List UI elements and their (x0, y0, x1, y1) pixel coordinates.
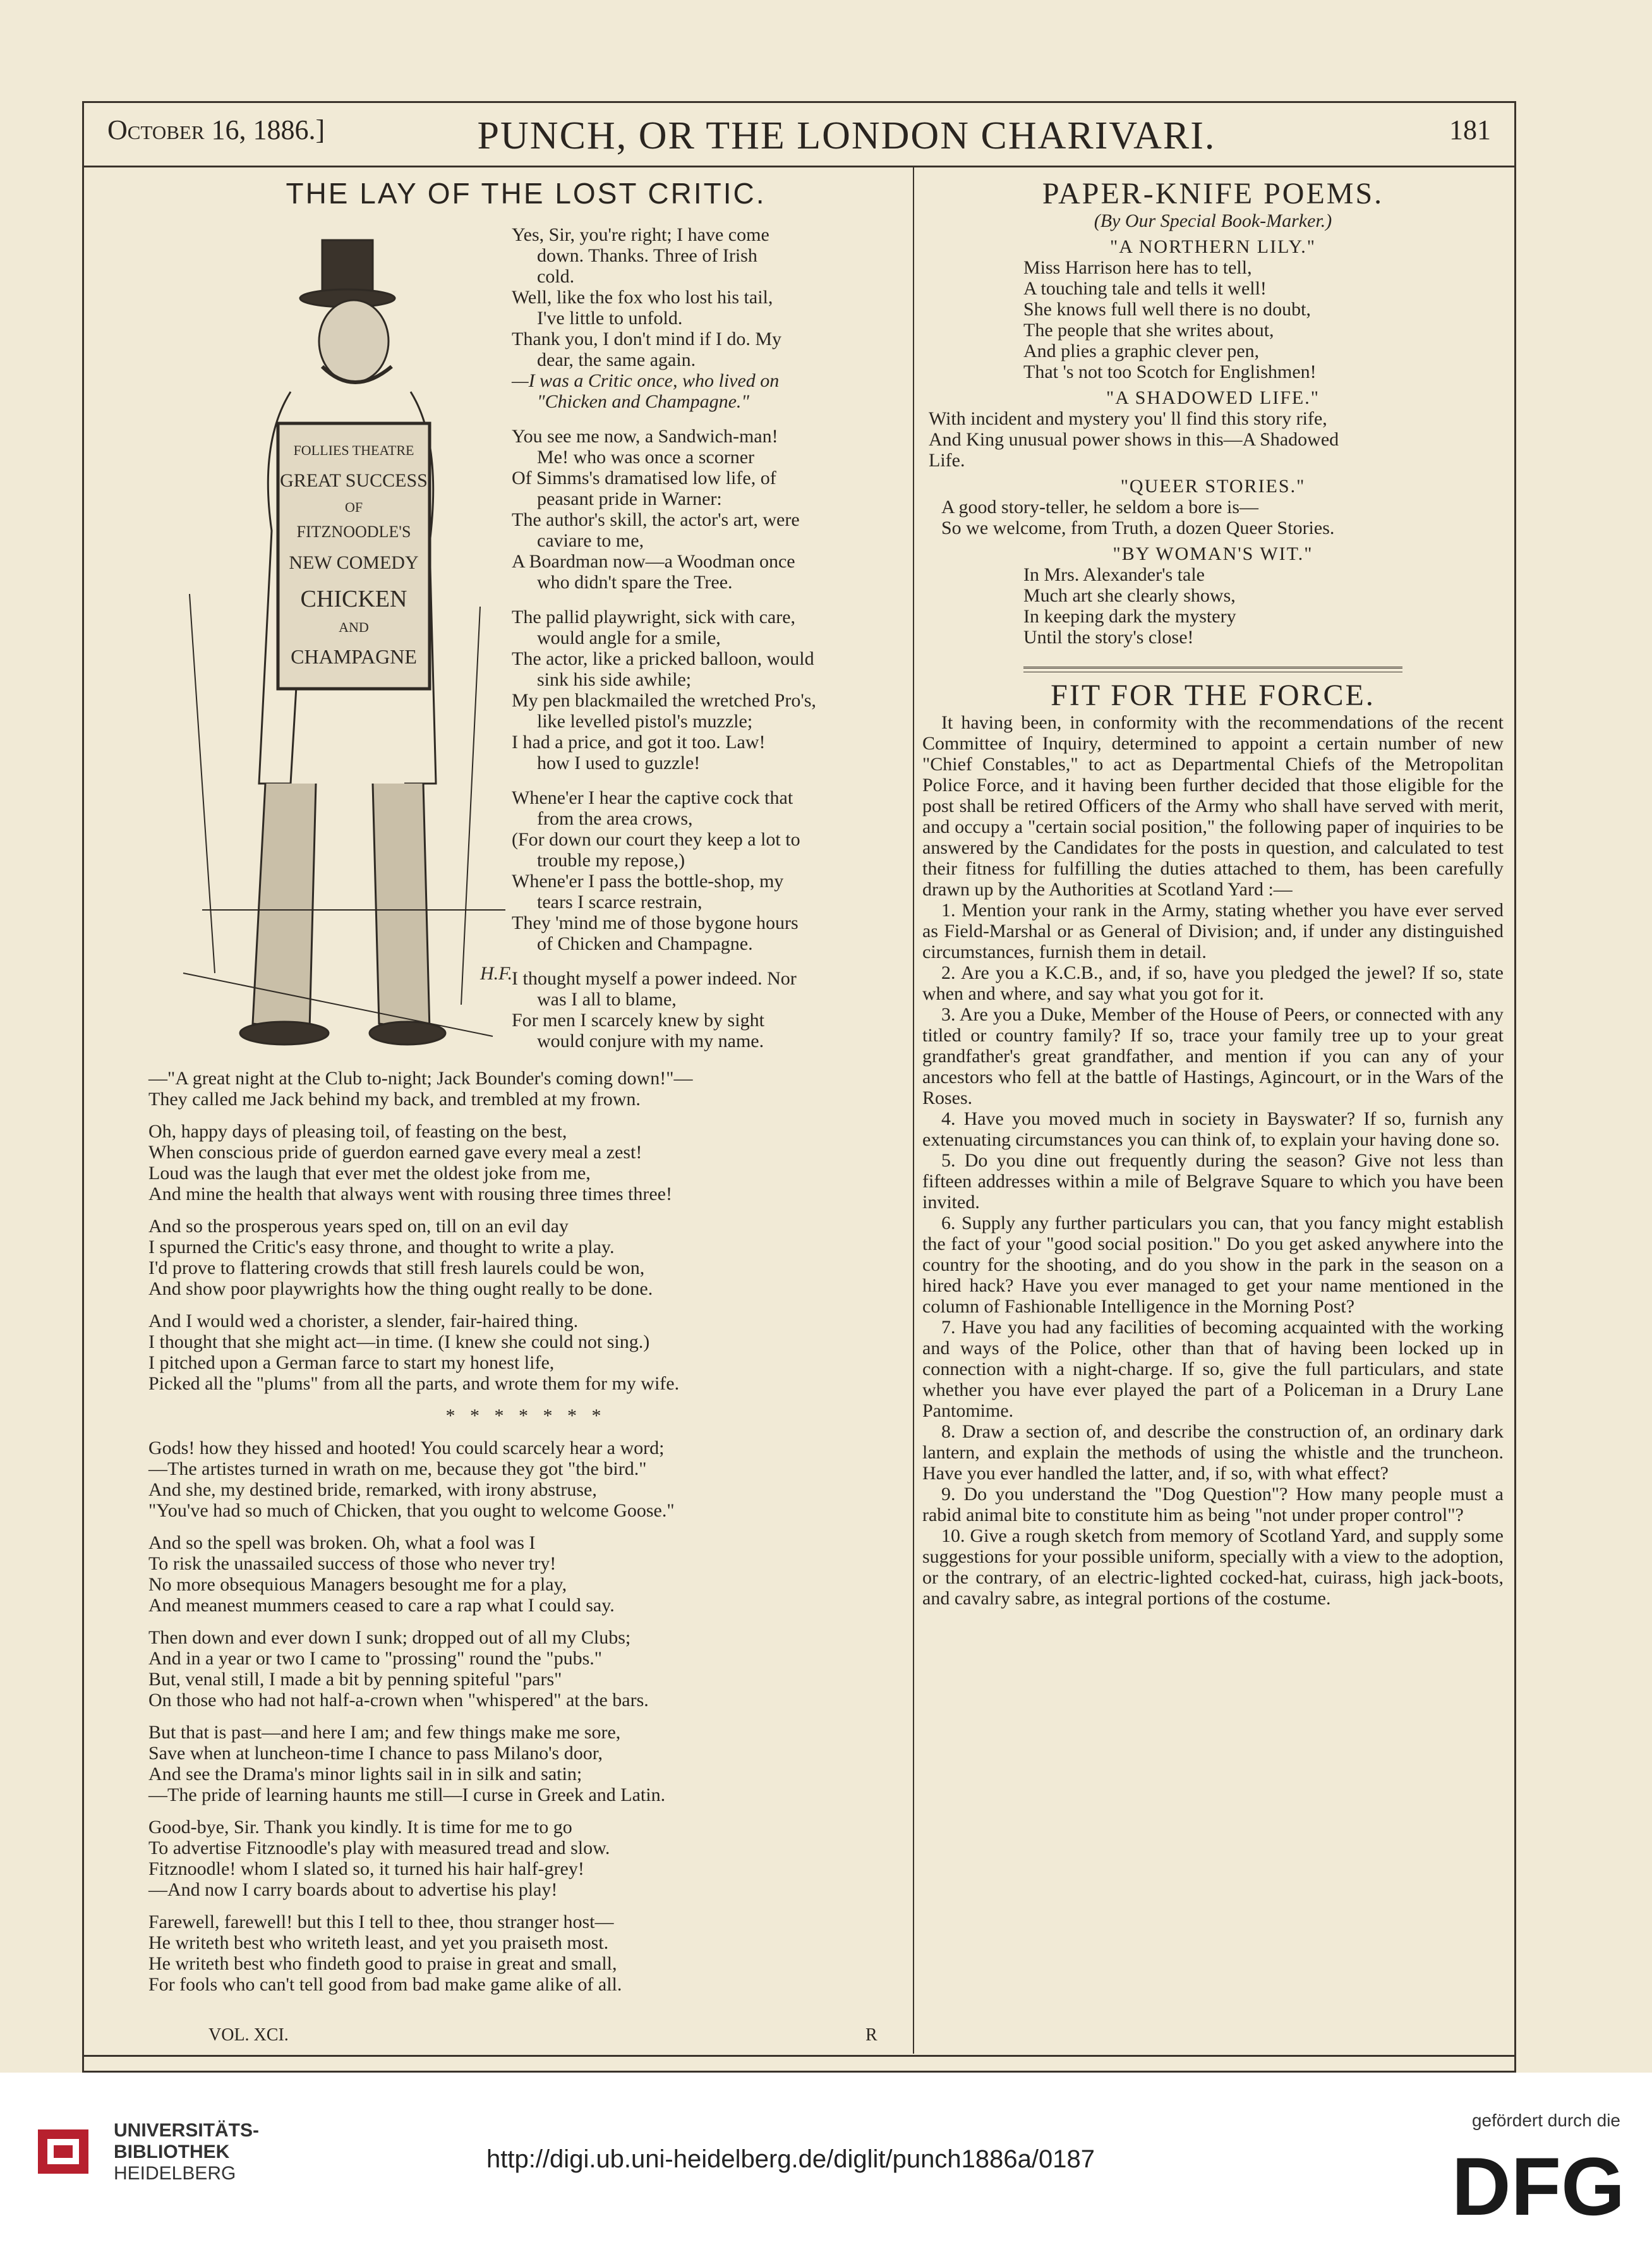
footer-rule (82, 2055, 1516, 2057)
svg-text:FOLLIES THEATRE: FOLLIES THEATRE (293, 442, 414, 458)
institution-line: BIBLIOTHEK (114, 2141, 230, 2162)
dfg-logo-icon (1450, 2142, 1627, 2224)
page-header (88, 107, 1510, 164)
poem-line: In Mrs. Alexander's tale (1023, 564, 1205, 585)
stanza-1 (512, 224, 903, 412)
svg-text:CHICKEN: CHICKEN (300, 586, 407, 612)
verse-line: No more obsequious Managers besought me for a play, (148, 1574, 567, 1595)
verse-line: Picked all the "plums" from all the parts, and wrote them for my wife. (148, 1373, 680, 1394)
left-heading (148, 177, 903, 210)
verse-line: And I would wed a chorister, a slender, fair-haired thing. (148, 1311, 579, 1331)
inquiry-question: 7. Have you had any facilities of becoming acquainted with the working and ways of the Police, other than that of having been locked up in connection with a night-charge. If so, give the full particulars, and state whether you have ever played the part of a Policeman in a Drury Lane Pantomime. (922, 1317, 1504, 1421)
verse-line: "You've had so much of Chicken, that you ought to welcome Goose." (148, 1500, 675, 1521)
verse-line: Whene'er I pass the bottle-shop, my (512, 871, 784, 892)
verse-line: —"A great night at the Club to-night; Jack Bounder's coming down!"— (148, 1068, 693, 1089)
poem-line: And plies a graphic clever pen, (1023, 341, 1260, 361)
verse-stanza (148, 1438, 903, 1521)
verse-stanza (148, 1121, 903, 1204)
verse-line: The actor, like a pricked balloon, would (512, 648, 814, 669)
verse-line: Fitznoodle! whom I slated so, it turned his hair half-grey! (148, 1858, 584, 1879)
verse-line: He writeth best who writeth least, and yet you praiseth most. (148, 1932, 609, 1953)
inquiry-question: 5. Do you dine out frequently during the season? Give not less than fifteen addresses within a mile of Belgrave Square to which you have been invited. (922, 1150, 1504, 1213)
header-date: October 16, 1886.] (107, 114, 325, 145)
stanza-2 (512, 426, 903, 593)
verse-line: Gods! how they hissed and hooted! You could scarcely hear a word; (148, 1438, 665, 1458)
right-column (922, 177, 1504, 1609)
verse-line: Of Simms's dramatised low life, of (512, 468, 776, 488)
verse-line: peasant pride in Warner: (537, 488, 722, 509)
inquiry-questions (922, 900, 1504, 1609)
verse-line: sink his side awhile; (537, 669, 692, 690)
poem-title: "A NORTHERN LILY." (1110, 236, 1316, 257)
verse-line: Good-bye, Sir. Thank you kindly. It is time for me to go (148, 1817, 572, 1838)
inquiry-question: 6. Supply any further particulars you can, that you fancy might establish the fact of your "good social position." Do you get asked anywhere into the country for the shooting, and do you show in the park in the season on a hired hack? Have you ever managed to get your name mentioned in the column of Fashionable Intelligence in the Morning Post? (922, 1213, 1504, 1317)
verse-line: Oh, happy days of pleasing toil, of feasting on the best, (148, 1121, 567, 1142)
verse-stanza (148, 1311, 903, 1394)
svg-text:GREAT SUCCESS: GREAT SUCCESS (280, 470, 428, 491)
poem-title: "QUEER STORIES." (1120, 476, 1306, 497)
inquiry-question: 2. Are you a K.C.B., and, if so, have you pledged the jewel? If so, state when and where, and say what you got for it. (922, 962, 1504, 1004)
university-logo-icon (25, 2117, 101, 2186)
poem-title: "A SHADOWED LIFE." (1106, 387, 1320, 408)
verse-stanza (148, 1627, 903, 1711)
svg-text:OF: OF (344, 499, 363, 515)
verse-line: —I was a Critic once, who lived on (512, 370, 780, 391)
verse-line: Then down and ever down I sunk; dropped out of all my Clubs; (148, 1627, 631, 1648)
verse-line: They 'mind me of those bygone hours (512, 912, 799, 933)
inquiry-question: 3. Are you a Duke, Member of the House of Peers, or connected with any titled or country family? If so, trace your family tree up to your great grandfather's great grandfather, and mention if you can any of your ancestors who fell at the battle of Hastings, Agincourt, or in the Wars of the Roses. (922, 1004, 1504, 1108)
svg-text:AND: AND (339, 619, 369, 635)
verse-line: was I all to blame, (537, 989, 677, 1010)
verse-line: You see me now, a Sandwich-man! (512, 426, 778, 447)
svg-text:NEW COMEDY: NEW COMEDY (289, 552, 419, 573)
verse-line: And so the prosperous years sped on, till on an evil day (148, 1216, 569, 1237)
stanza-3 (512, 607, 903, 773)
poem-line: Much art she clearly shows, (1023, 585, 1236, 606)
verse-line: like levelled pistol's muzzle; (537, 711, 753, 732)
verse-line: I thought myself a power indeed. Nor (512, 968, 797, 989)
byline: (By Our Special Book-Marker.) (1094, 210, 1332, 231)
article-title-fit-for-force: FIT FOR THE FORCE. (1051, 679, 1375, 712)
verse-line: But, venal still, I made a bit by penning spiteful "pars" (148, 1669, 562, 1690)
verse-stanza (148, 1817, 903, 1900)
verse-line: Save when at luncheon-time I chance to pass Milano's door, (148, 1743, 603, 1764)
verse-line: To advertise Fitznoodle's play with measured tread and slow. (148, 1838, 610, 1858)
verse-stanza (148, 1722, 903, 1805)
verse-line: Loud was the laugh that ever met the oldest joke from me, (148, 1163, 591, 1184)
verse-line: would angle for a smile, (537, 627, 721, 648)
signature-mark: R (865, 2025, 877, 2045)
article-title-lost-critic: THE LAY OF THE LOST CRITIC. (286, 177, 766, 210)
verse-line: cold. (537, 266, 575, 287)
verse-line: For men I scarcely knew by sight (512, 1010, 764, 1031)
verses-full-width (148, 1068, 903, 1995)
verse-line: To risk the unassailed success of those who never try! (148, 1553, 557, 1574)
verse-line: "Chicken and Champagne." (537, 391, 749, 412)
verse-line: —The artistes turned in wrath on me, because they got "the bird." (148, 1458, 647, 1479)
column-divider (913, 167, 914, 2054)
sandwich-man-illustration (164, 215, 518, 1068)
verse-line: Whene'er I hear the captive cock that (512, 787, 793, 808)
verse-stanza (148, 1532, 903, 1616)
poem-line: In keeping dark the mystery (1023, 606, 1236, 627)
verse-line: dear, the same again. (537, 349, 696, 370)
header-rule (82, 166, 1516, 167)
verse-line: caviare to me, (537, 530, 644, 551)
verse-line: And see the Drama's minor lights sail in in silk and satin; (148, 1764, 582, 1784)
svg-text:DFG: DFG (1451, 2142, 1625, 2224)
poem-line: A good story-teller, he seldom a bore is— (941, 497, 1259, 518)
poem-line: Miss Harrison here has to tell, (1023, 257, 1252, 278)
verse-line: —And now I carry boards about to advertise his play! (148, 1879, 558, 1900)
svg-text:FITZNOODLE'S: FITZNOODLE'S (296, 523, 411, 541)
verse-line: from the area crows, (537, 808, 693, 829)
verse-line: * * * * * * * (445, 1405, 606, 1426)
institution-name (114, 2120, 259, 2184)
inquiry-question: 4. Have you moved much in society in Bayswater? If so, furnish any extenuating circumstances you can think of, to explain your having done so. (922, 1108, 1504, 1150)
verse-line: And show poor playwrights how the thing ought really to be done. (148, 1278, 653, 1299)
verse-line: I had a price, and got it too. Law! (512, 732, 766, 753)
verse-line: And mine the health that always went with rousing three times three! (148, 1184, 672, 1204)
inquiry-question: 1. Mention your rank in the Army, stating whether you have ever served as Field-Marshal or as General of Division; and, if under any distinguished circumstances, furnish them in detail. (922, 900, 1504, 962)
section-divider (1023, 667, 1402, 672)
verse-line: I spurned the Critic's easy throne, and thought to write a play. (148, 1237, 615, 1257)
poem-line: A touching tale and tells it well! (1023, 278, 1267, 299)
verse-line: My pen blackmailed the wretched Pro's, (512, 690, 816, 711)
verse-line: Yes, Sir, you're right; I have come (512, 224, 769, 245)
poem-line: So we welcome, from Truth, a dozen Queer Stories. (941, 518, 1335, 538)
stanza-4 (512, 787, 903, 954)
verse-line: of Chicken and Champagne. (537, 933, 753, 954)
verse-line: tears I scarce restrain, (537, 892, 702, 912)
verse-line: But that is past—and here I am; and few things make me sore, (148, 1722, 621, 1743)
verse-line: I've little to unfold. (537, 308, 683, 329)
verse-line: When conscious pride of guerdon earned gave every meal a zest! (148, 1142, 642, 1163)
verse-line: (For down our court they keep a lot to (512, 829, 800, 850)
poem-line: That 's not too Scotch for Englishmen! (1023, 361, 1317, 382)
verse-stanza (148, 1216, 903, 1299)
verse-line: He writeth best who findeth good to praise in great and small, (148, 1953, 617, 1974)
article-title-paper-knife: PAPER-KNIFE POEMS. (1042, 177, 1384, 210)
poem-line: With incident and mystery you' ll find this story rife, (929, 408, 1327, 429)
verse-line: how I used to guzzle! (537, 753, 701, 773)
poem-line: And King unusual power shows in this—A Shadowed (929, 429, 1339, 450)
poem-title: "BY WOMAN'S WIT." (1112, 543, 1313, 564)
verse-line: And she, my destined bride, remarked, with irony abstruse, (148, 1479, 597, 1500)
poem-line: The people that she writes about, (1023, 320, 1274, 341)
verse-line: would conjure with my name. (537, 1031, 764, 1051)
inquiry-question: 8. Draw a section of, and describe the construction of, an ordinary dark lantern, and explain the methods of using the whistle and the truncheon. Have you ever handled the latter, and, if so, with what effect? (922, 1421, 1504, 1484)
verse-line: trouble my repose,) (537, 850, 685, 871)
verse-line: Me! who was once a scorner (537, 447, 755, 468)
verse-stanza (148, 1068, 903, 1110)
verse-line: I thought that she might act—in time. (I knew she could not sing.) (148, 1331, 650, 1352)
verse-line: They called me Jack behind my back, and trembled at my frown. (148, 1089, 641, 1110)
verse-line: A Boardman now—a Woodman once (512, 551, 795, 572)
verse-stanza (148, 1405, 903, 1426)
fit-for-force-intro: It having been, in conformity with the recommendations of the recent Committee of Inquiry, determined to appoint a certain number of new "Chief Constables," to act as Departmental Chiefs of the Metropolitan Police Force, and it having been further decided that those eligible for the post shall be retired Officers of the Army who shall have served with merit, and occupy a "certain social position," the following paper of inquiries to be answered by the Candidates for the posts in question, and calculated to test their fitness for fulfilling the duties attached to them, has been carefully drawn up by the Authorities at Scotland Yard :— (922, 712, 1504, 900)
inquiry-question: 10. Give a rough sketch from memory of Scotland Yard, and supply some suggestions for your possible uniform, specially with a view to the adoption, or the contrary, of an electric-lighted cocked-hat, cuirass, high jack-boots, and cavalry sabre, as integral portions of the costume. (922, 1525, 1504, 1609)
poem-line: Life. (929, 450, 965, 471)
paper-knife-poems (922, 236, 1504, 648)
poem-line: She knows full well there is no doubt, (1023, 299, 1311, 320)
funding-text: gefördert durch die (1471, 2111, 1620, 2130)
artist-signature: H.F. (480, 963, 513, 984)
header-title: PUNCH, OR THE LONDON CHARIVARI. (477, 114, 1216, 157)
verse-line: And in a year or two I came to "prossing" round the "pubs." (148, 1648, 603, 1669)
verse-line: The author's skill, the actor's art, were (512, 509, 800, 530)
inquiry-question: 9. Do you understand the "Dog Question"? How many people must a rabid animal bite to constitute him as being "not under proper control"? (922, 1484, 1504, 1525)
stanza-5 (512, 968, 903, 1051)
verse-line: The pallid playwright, sick with care, (512, 607, 796, 627)
poem-line: Until the story's close! (1023, 627, 1194, 648)
verse-line: On those who had not half-a-crown when "whispered" at the bars. (148, 1690, 649, 1711)
verse-stanza (148, 1911, 903, 1995)
verse-line: Farewell, farewell! but this I tell to thee, thou stranger host— (148, 1911, 614, 1932)
header-page-number: 181 (1449, 114, 1491, 145)
verse-line: For fools who can't tell good from bad make game alike of all. (148, 1974, 622, 1995)
verse-line: down. Thanks. Three of Irish (537, 245, 757, 266)
verse-line: who didn't spare the Tree. (537, 572, 733, 593)
verse-line: I'd prove to flattering crowds that still fresh laurels could be won, (148, 1257, 645, 1278)
verse-line: And so the spell was broken. Oh, what a fool was I (148, 1532, 536, 1553)
verse-line: —The pride of learning haunts me still—I curse in Greek and Latin. (148, 1784, 666, 1805)
institution-line: HEIDELBERG (114, 2163, 236, 2184)
verse-line: Thank you, I don't mind if I do. My (512, 329, 782, 349)
institution-line: UNIVERSITÄTS- (114, 2120, 260, 2141)
verse-line: Well, like the fox who lost his tail, (512, 287, 773, 308)
verse-line: And meanest mummers ceased to care a rap what I could say. (148, 1595, 615, 1616)
verses-beside-illustration (512, 224, 903, 1051)
verse-line: I pitched upon a German farce to start my honest life, (148, 1352, 555, 1373)
source-url-link[interactable]: http://digi.ub.uni-heidelberg.de/diglit/punch1886a/0187 (486, 2145, 1095, 2173)
volume-label: VOL. XCI. (208, 2025, 289, 2045)
svg-text:CHAMPAGNE: CHAMPAGNE (291, 645, 417, 668)
